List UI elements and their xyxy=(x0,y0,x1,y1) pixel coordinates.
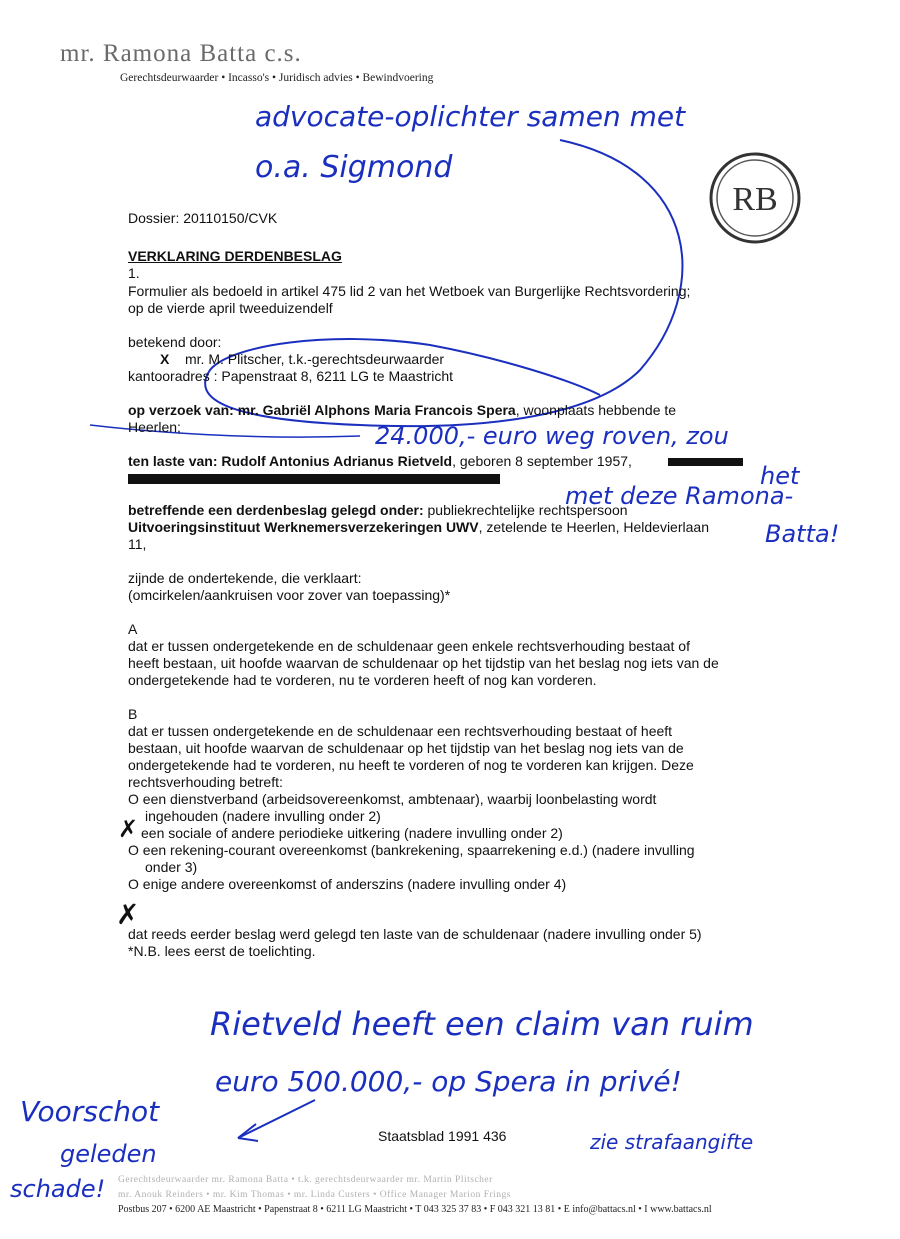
intro-line2: op de vierde april tweeduizendelf xyxy=(128,300,333,316)
betekend-label: betekend door: xyxy=(128,334,222,350)
footer-address: Postbus 207 • 6200 AE Maastricht • Papenstraat 8 • 6211 LG Maastricht • T 043 325 37 83 • F 043 321 13 81 • E info@battacs.nl • I www.battacs.nl xyxy=(118,1204,712,1215)
handwriting-bottom1: Rietveld heeft een claim van ruim xyxy=(210,1005,754,1043)
choice-employment-line2: ingehouden (nadere invulling onder 2) xyxy=(145,808,381,824)
uwv-label: Uitvoeringsinstituut Werknemersverzekeringen UWV xyxy=(128,519,479,535)
choice-employment-line1: O een dienstverband (arbeidsovereenkomst, ambtenaar), waarbij loonbelasting wordt xyxy=(128,791,657,807)
requester-rest: , woonplaats hebbende te xyxy=(515,402,677,418)
choice-current-account-line2: onder 3) xyxy=(145,859,198,875)
garnishee-label: betreffende een derdenbeslag gelegd onder: xyxy=(128,502,424,518)
letterhead-tagline: Gerechtsdeurwaarder • Incasso's • Juridisch advies • Bewindvoering xyxy=(120,72,434,84)
garnishee-number: 11, xyxy=(128,536,147,552)
garnishee-line2 xyxy=(128,519,709,536)
handwriting-bottom2: euro 500.000,- op Spera in privé! xyxy=(215,1065,682,1098)
staatsblad-reference: Staatsblad 1991 436 xyxy=(378,1128,507,1144)
handwritten-cross-mark-2: ✗ xyxy=(116,899,140,930)
prior-garnishment: dat reeds eerder beslag werd gelegd ten laste van de schuldenaar (nadere invulling onder 5) xyxy=(128,926,702,942)
letterhead-name: mr. Ramona Batta c.s. xyxy=(60,40,302,67)
choice-other-agreement: O enige andere overeenkomst of anderszins (nadere invulling onder 4) xyxy=(128,876,567,892)
requester-city: Heerlen; xyxy=(128,419,181,435)
handwritten-cross-mark-1: ✗ xyxy=(118,816,139,843)
handwriting-side1: het xyxy=(760,462,800,490)
handwriting-line2: o.a. Sigmond xyxy=(255,150,453,185)
option-b-line2: bestaan, uit hoofde waarvan de schuldenaar op het tijdstip van het beslag nog iets van de xyxy=(128,740,684,756)
document-title: VERKLARING DERDENBESLAG xyxy=(128,248,342,264)
option-b-label: B xyxy=(128,706,138,722)
section-number: 1. xyxy=(128,265,140,281)
handwriting-side3: Batta! xyxy=(765,520,840,548)
handwriting-bottom3: zie strafaangifte xyxy=(590,1130,754,1154)
option-a-label: A xyxy=(128,621,138,637)
declaration-line1: zijnde de ondertekende, die verklaart: xyxy=(128,570,362,586)
bailiff-name: mr. M. Plitscher, t.k.-gerechtsdeurwaarder xyxy=(185,351,445,367)
logo-text: RB xyxy=(732,181,778,218)
arrow-shaft xyxy=(238,1100,315,1138)
handwriting-line1: advocate-oplichter samen met xyxy=(255,100,686,133)
checkbox-x-mark: X xyxy=(160,351,170,367)
debtor-label: ten laste van: Rudolf Antonius Adrianus Rietveld xyxy=(128,453,453,469)
arrow-head xyxy=(238,1124,258,1141)
debtor-rest: , geboren 8 september 1957, xyxy=(452,453,632,469)
rb-logo-stamp xyxy=(705,148,805,248)
uwv-rest: , zetelende te Heerlen, Heldevierlaan xyxy=(478,519,709,535)
debtor-line xyxy=(128,453,632,470)
option-b-line3: ondergetekende had te vorderen, nu heeft te vorderen of nog te vorderen kan krijgen. Deze xyxy=(128,757,694,773)
handwriting-left3: schade! xyxy=(10,1175,106,1203)
dossier-number: Dossier: 20110150/CVK xyxy=(128,210,278,226)
redaction-bar-2 xyxy=(128,474,500,484)
garnishee-rest: publiekrechtelijke rechtspersoon xyxy=(423,502,628,518)
footer-line2: mr. Anouk Reinders • mr. Kim Thomas • mr. Linda Custers • Office Manager Marion Frings xyxy=(118,1190,512,1200)
footnote-nb: *N.B. lees eerst de toelichting. xyxy=(128,943,316,959)
intro-line1: Formulier als bedoeld in artikel 475 lid 2 van het Wetboek van Burgerlijke Rechtsvordering; xyxy=(128,283,691,299)
requester-label: op verzoek van: mr. Gabriël Alphons Maria Francois Spera xyxy=(128,402,516,418)
choice-current-account-line1: O een rekening-courant overeenkomst (bankrekening, spaarrekening e.d.) (nadere invulling xyxy=(128,842,695,858)
requester-line xyxy=(128,402,676,419)
choice-benefit: een sociale of andere periodieke uitkering (nadere invulling onder 2) xyxy=(141,825,563,841)
option-b-line1: dat er tussen ondergetekende en de schuldenaar een rechtsverhouding bestaat of heeft xyxy=(128,723,673,739)
declaration-line2: (omcirkelen/aankruisen voor zover van toepassing)* xyxy=(128,587,451,603)
footer-line1: Gerechtsdeurwaarder mr. Ramona Batta • t.k. gerechtsdeurwaarder mr. Martin Plitscher xyxy=(118,1175,493,1185)
option-a-line2: heeft bestaan, uit hoofde waarvan de schuldenaar op het tijdstip van het beslag nog iets van de xyxy=(128,655,719,671)
redaction-bar-1 xyxy=(668,458,743,466)
option-a-line1: dat er tussen ondergetekende en de schuldenaar geen enkele rechtsverhouding bestaat of xyxy=(128,638,690,654)
option-a-line3: ondergetekende had te vorderen, nu te vorderen heeft of nog kan vorderen. xyxy=(128,672,597,688)
handwriting-side2: met deze Ramona- xyxy=(565,482,794,510)
office-address: kantooradres : Papenstraat 8, 6211 LG te Maastricht xyxy=(128,368,454,384)
handwriting-left1: Voorschot xyxy=(20,1095,160,1128)
option-b-line4: rechtsverhouding betreft: xyxy=(128,774,283,790)
garnishee-line1 xyxy=(128,502,628,519)
handwriting-left2: geleden xyxy=(60,1140,157,1168)
handwriting-amount: 24.000,- euro weg roven, zou xyxy=(375,422,729,450)
